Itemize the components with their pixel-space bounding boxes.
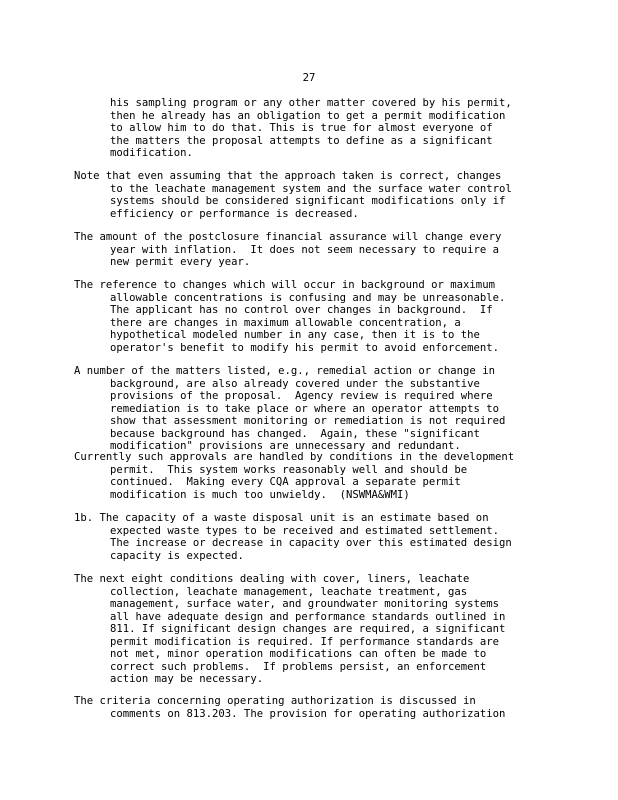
text-line: to the leachate management system and the surface water control <box>110 182 512 195</box>
text-line: continued. Making every CQA approval a separate permit <box>110 476 461 488</box>
text-line: there are changes in maximum allowable concentration, a <box>110 316 461 329</box>
text-line: the matters the proposal attempts to define as a significant <box>110 134 493 147</box>
text-line: all have adequate design and performance standards outlined in <box>110 610 506 623</box>
text-line: modification. <box>110 147 193 159</box>
text-line: remediation is to take place or where an operator attempts to <box>110 402 500 415</box>
text-line: 1b. The capacity of a waste disposal unit is an estimate based on <box>74 512 489 524</box>
text-line: new permit every year. <box>110 256 251 268</box>
text-line: capacity is expected. <box>110 549 244 562</box>
text-line: The next eight conditions dealing with cover, liners, leachate <box>74 573 470 585</box>
text-line: allowable concentrations is confusing and may be unreasonable. <box>110 291 506 304</box>
text-line: show that assessment monitoring or remediation is not required <box>110 415 506 427</box>
paragraph <box>74 170 558 220</box>
text-line: The criteria concerning operating authorization is discussed in <box>74 695 476 707</box>
text-line: management, surface water, and groundwater monitoring systems <box>110 598 500 610</box>
text-line: expected waste types to be received and estimated settlement. <box>110 524 500 537</box>
text-line: The reference to changes which will occur in background or maximum <box>74 279 495 291</box>
text-line: then he already has an obligation to get a permit modification <box>110 109 506 122</box>
paragraph <box>74 365 558 453</box>
page-number: 27 <box>302 72 316 84</box>
text-line: efficiency or performance is decreased. <box>110 207 359 220</box>
text-line: not met, minor operation modifications can often be made to <box>110 648 487 660</box>
text-line: Currently such approvals are handled by conditions in the development <box>74 451 515 463</box>
text-line: Note that even assuming that the approach taken is correct, changes <box>74 170 502 182</box>
paragraph <box>74 97 558 160</box>
text-line: to allow him to do that. This is true for almost everyone of <box>110 122 493 134</box>
paragraph <box>74 279 558 354</box>
text-line: modification" provisions are unnecessary and redundant. <box>110 440 461 452</box>
paragraph <box>74 512 558 562</box>
text-line: permit modification is required. If performance standards are <box>110 635 500 648</box>
text-line: collection, leachate management, leachate treatment, gas <box>110 585 468 598</box>
text-line: operator's benefit to modify his permit to avoid enforcement. <box>110 341 500 354</box>
text-line: 811. If significant design changes are required, a significant <box>110 623 506 635</box>
text-line: background, are also already covered under the substantive <box>110 377 480 390</box>
text-line: comments on 813.203. The provision for operating authorization <box>110 707 506 720</box>
text-line: The increase or decrease in capacity over this estimated design <box>110 537 512 549</box>
text-line: The amount of the postclosure financial assurance will change every <box>74 231 502 243</box>
paragraph <box>74 573 558 686</box>
text-line: year with inflation. It does not seem necessary to require a <box>110 243 500 256</box>
text-line: hypothetical modeled number in any case, then it is to the <box>110 329 480 341</box>
paragraph <box>74 451 558 501</box>
text-line: because background has changed. Again, these "significant <box>110 427 480 440</box>
paragraph <box>74 231 558 269</box>
text-line: systems should be considered significant modifications only if <box>110 195 506 207</box>
text-line: permit. This system works reasonably well and should be <box>110 463 468 476</box>
text-line: correct such problems. If problems persist, an enforcement <box>110 660 487 673</box>
text-line: his sampling program or any other matter covered by his permit, <box>110 97 512 109</box>
text-line: A number of the matters listed, e.g., remedial action or change in <box>74 365 495 377</box>
text-line: action may be necessary. <box>110 673 264 685</box>
text-line: provisions of the proposal. Agency review is required where <box>110 390 493 402</box>
text-line: The applicant has no control over changes in background. If <box>110 304 493 316</box>
paragraph <box>74 695 558 720</box>
text-line: modification is much too unwieldy. (NSWMA&WMI) <box>110 488 410 501</box>
